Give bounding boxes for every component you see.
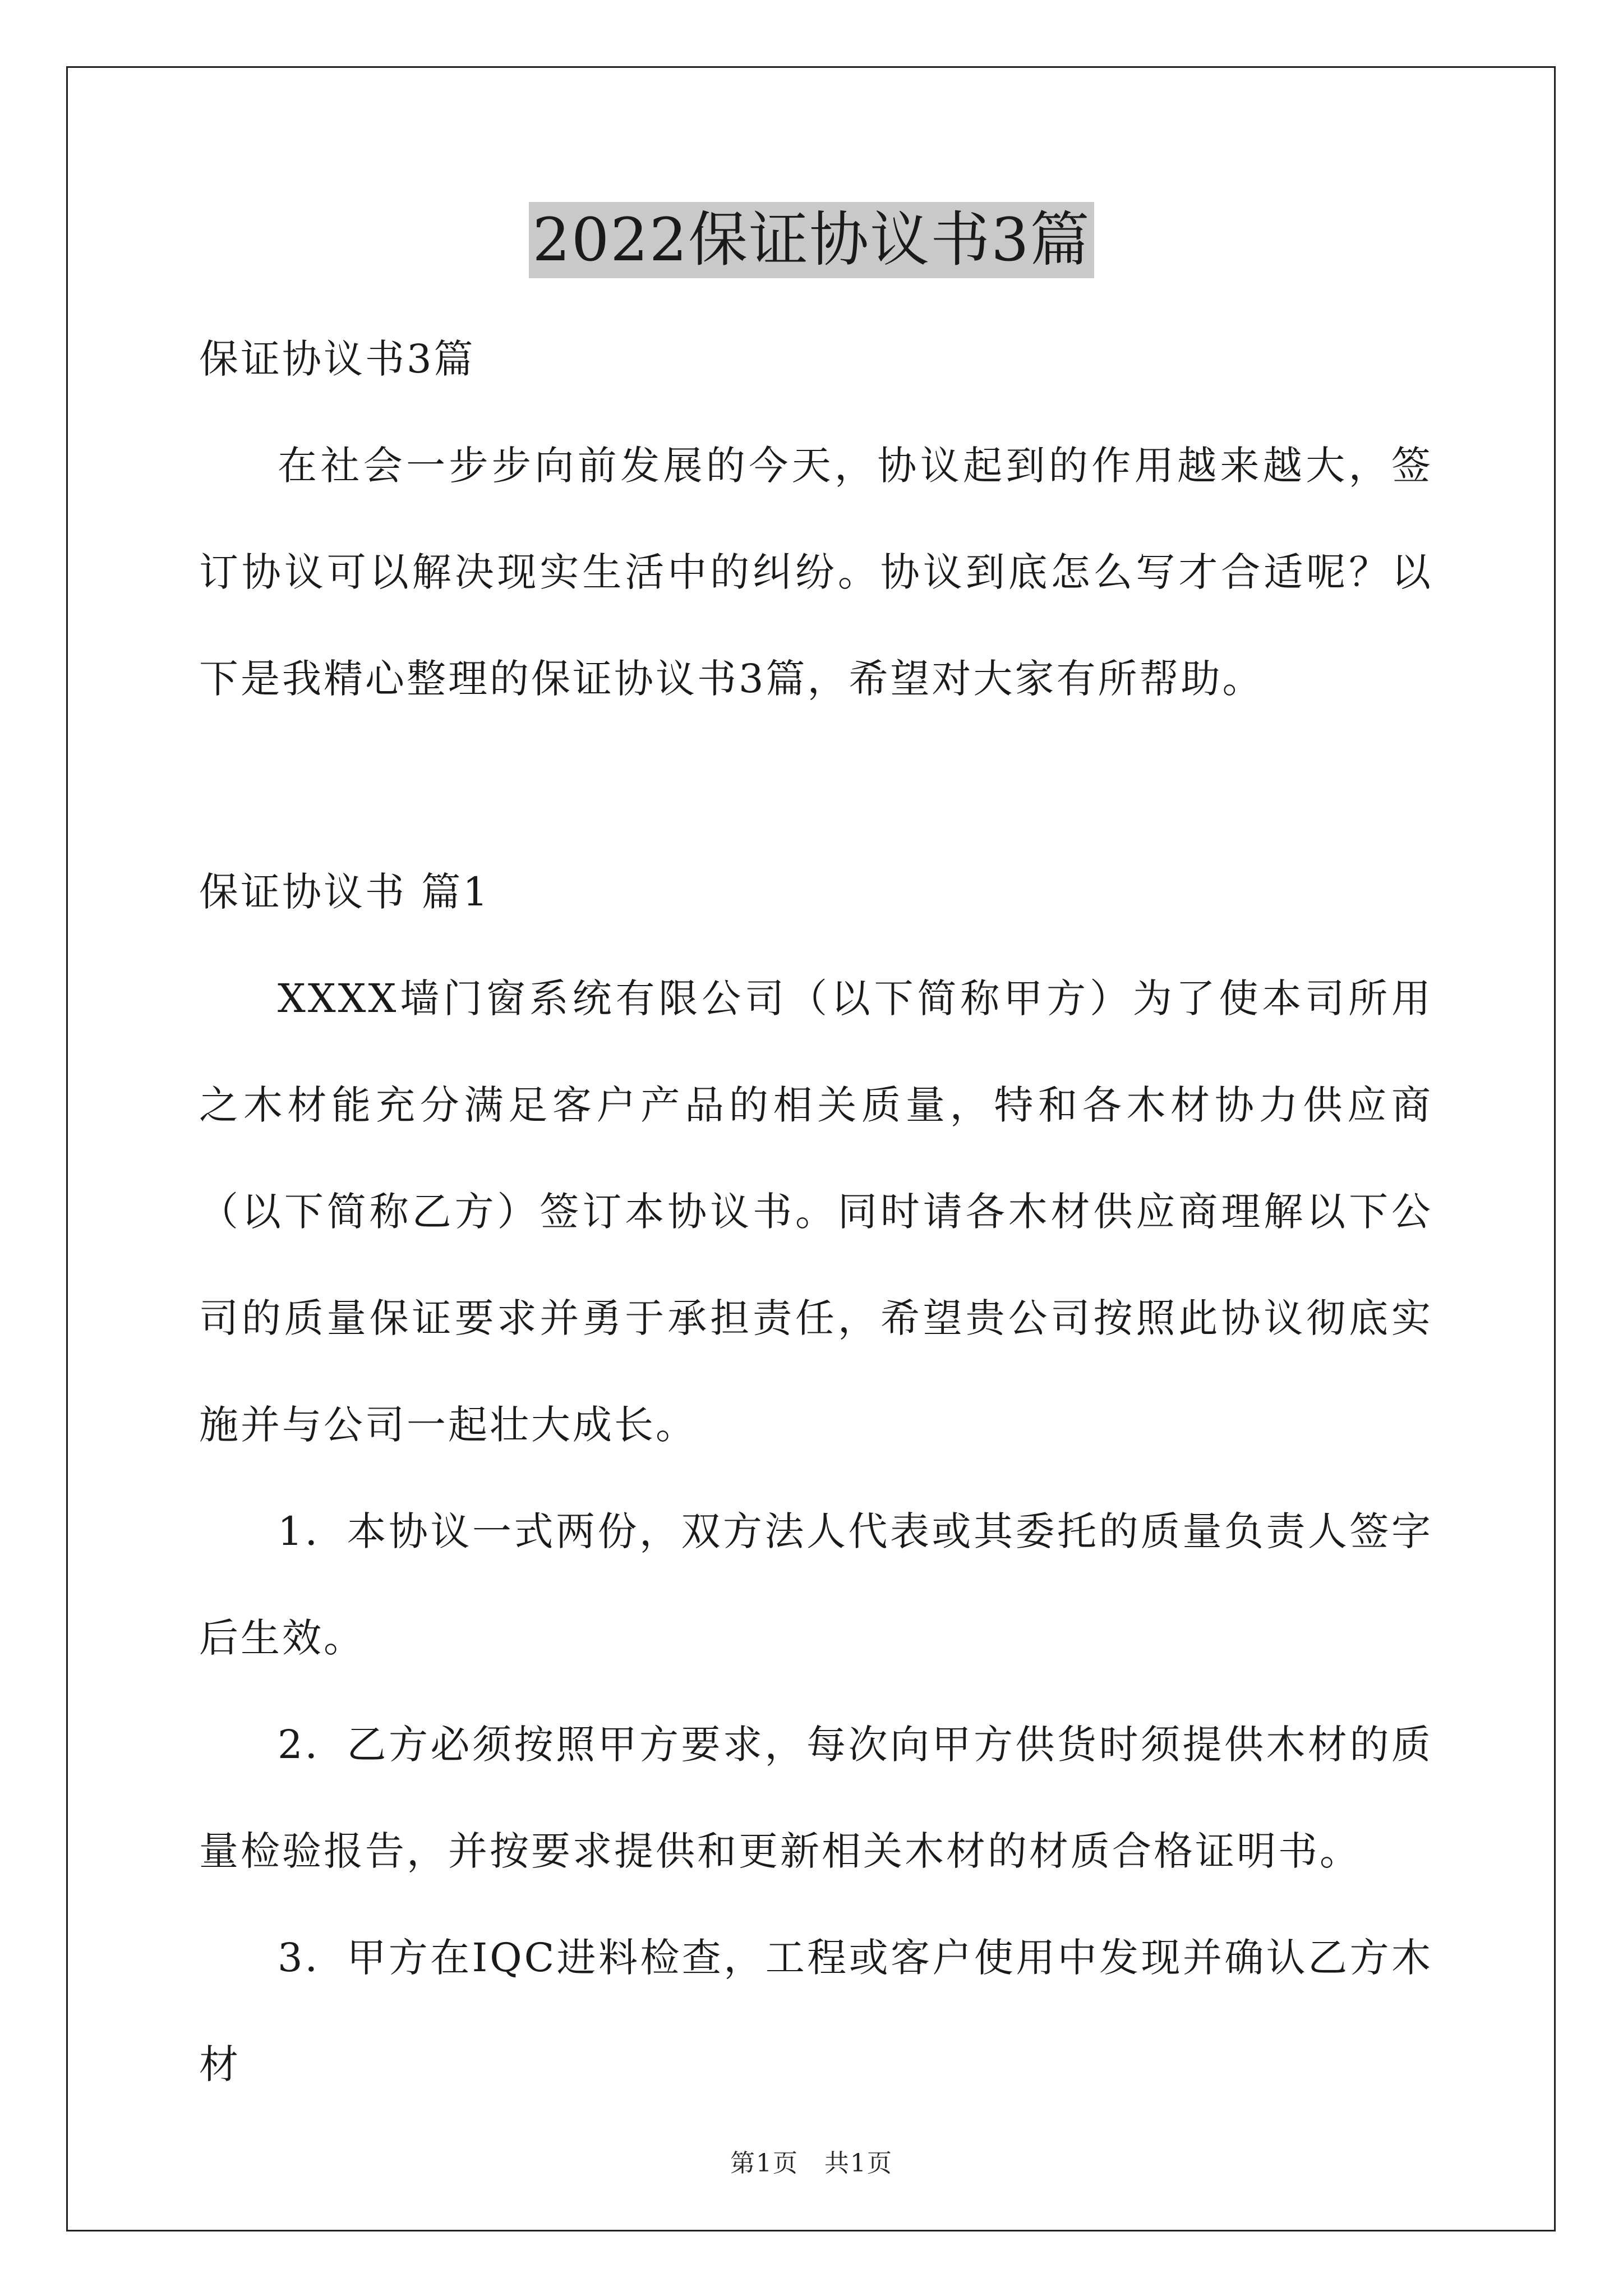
body-paragraph: XXXX墙门窗系统有限公司（以下简称甲方）为了使本司所用之木材能充分满足客户产品的相关质量，特和各木材协力供应商（以下简称乙方）签订本协议书。同时请各木材供应商理解以下公司的质量保证要求并勇于承担责任，希望贵公司按照此协议彻底实施并与公司一起壮大成长。	[199, 976, 1433, 1448]
clause-3: 3．甲方在IQC进料检查，工程或客户使用中发现并确认乙方木材	[199, 1935, 1433, 2087]
document-subtitle: 保证协议书3篇	[199, 336, 476, 382]
clause-1: 1．本协议一式两份，双方法人代表或其委托的质量负责人签字后生效。	[199, 1508, 1433, 1661]
section-heading: 保证协议书 篇1	[199, 869, 490, 915]
clause-2: 2．乙方必须按照甲方要求，每次向甲方供货时须提供木材的质量检验报告，并按要求提供和更新相关木材的材质合格证明书。	[199, 1722, 1433, 1874]
document-title: 2022保证协议书3篇	[529, 202, 1094, 278]
intro-paragraph: 在社会一步步向前发展的今天，协议起到的作用越来越大，签订协议可以解决现实生活中的纠纷。协议到底怎么写才合适呢？以下是我精心整理的保证协议书3篇，希望对大家有所帮助。	[199, 443, 1433, 702]
page-footer: 第1页 共1页	[730, 2149, 893, 2178]
title-container	[0, 202, 1623, 278]
document-body	[199, 306, 1433, 2118]
